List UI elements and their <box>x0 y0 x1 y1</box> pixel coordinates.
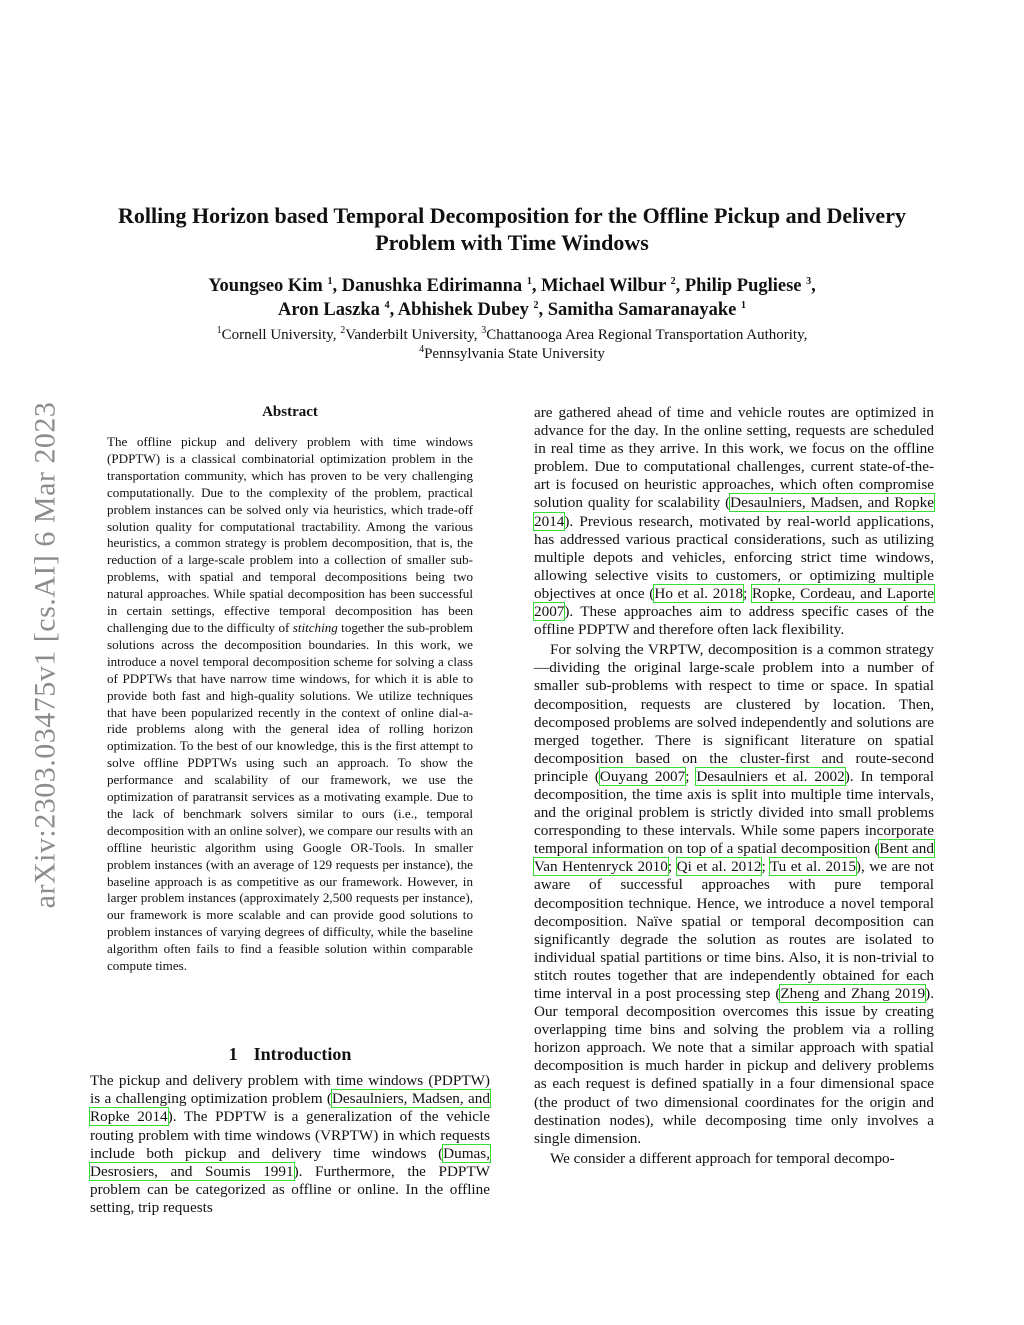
abstract-heading: Abstract <box>262 404 318 420</box>
author-name: Danushka Edirimanna <box>341 276 523 296</box>
affiliation-line-1 <box>100 326 924 345</box>
affiliation-marker: 4 <box>384 299 390 311</box>
affiliation-marker: 3 <box>481 325 487 336</box>
section-number: 1 <box>228 1044 238 1064</box>
citation-link[interactable]: Qi et al. 2012 <box>676 858 762 876</box>
paper-title: Rolling Horizon based Temporal Decomposition for the Offline Pickup and Delivery Problem with Time Windows <box>118 203 906 255</box>
author-name: Aron Laszka <box>277 300 380 320</box>
affiliation-name: Cornell University, <box>221 327 341 343</box>
author-name: Philip Pugliese <box>684 276 802 296</box>
section-title-text: Introduction <box>253 1044 352 1064</box>
citation-link[interactable]: Ho et al. 2018 <box>654 584 744 602</box>
affiliation-marker: 1 <box>327 275 333 287</box>
right-column <box>534 404 934 1168</box>
emphasis-text: stitching <box>292 619 338 635</box>
arxiv-id-text: arXiv:2303.03475v1 [cs.AI] 6 Mar 2023 <box>28 401 61 909</box>
abstract-body: The offline pickup and delivery problem with time windows (PDPTW) is a classical combinatorial optimization problem in the transportation community, which has proven to be very challenging computationally. Due to the complexity of the problem, practical problem instances can be solved only via heuristics, which trade-off solution quality for computational tractability. Among the various heuristics, a common strategy is problem decomposition, that is, the reduction of a large-scale problem into a collection of smaller sub-problems, with spatial and temporal decompositions being two natural approaches. While spatial decomposition has been successful in certain settings, effective temporal decomposition has been challenging due to the difficulty of stitching together the sub-problem solutions across the decomposition boundaries. In this work, we introduce a novel temporal decomposition scheme for solving a class of PDPTWs that have narrow time windows, for which it is able to provide both fast and high-quality solutions. We utilize techniques that have been popularized recently in the context of online dial-a-ride problems along with the general idea of rolling horizon optimization. To the best of our knowledge, this is the first attempt to solve offline PDPTWs using such an approach. To show the performance and scalability of our framework, we use the optimization of paratransit services as a motivating example. Due to the lack of benchmark solvers similar to ours (i.e., temporal decomposition with an online solver), we compare our results with an offline heuristic algorithm using Google OR-Tools. In smaller problem instances (with an average of 129 requests per instance), the baseline approach is as competitive as our framework. However, in larger problem instances (approximately 2,500 requests per instance), our framework is more scalable and can provide good solutions to problem instances of varying degrees of difficulty, while the baseline algorithm often fails to find a feasible solution within comparable compute times. <box>107 434 473 974</box>
citation-link[interactable]: Ropke, Cordeau, and Laporte 2007 <box>534 584 934 621</box>
affiliation-name: Pennsylvania State University <box>424 346 605 362</box>
author-list <box>100 274 924 322</box>
citation-link[interactable]: Zheng and Zhang 2019 <box>780 985 926 1002</box>
author-name: Samitha Samaranayake <box>547 300 737 320</box>
citation-link[interactable]: Dumas, Desrosiers, and Soumis 1991 <box>90 1144 490 1181</box>
affiliation-marker: 4 <box>419 344 425 355</box>
affiliation-marker: 1 <box>741 299 747 311</box>
arxiv-identifier <box>20 370 70 940</box>
author-line-2: Aron Laszka $^4$, Abhishek Dubey $^2$, Samitha Samaranayake $^1$ <box>277 299 747 320</box>
affiliation-marker: 2 <box>533 299 539 311</box>
citation-link[interactable]: Ouyang 2007 <box>599 767 686 785</box>
affiliation-marker: 3 <box>806 275 812 287</box>
affiliation-marker: 2 <box>340 325 346 336</box>
citation-link[interactable]: Tu et al. 2015 <box>769 858 856 876</box>
author-name: Michael Wilbur <box>541 276 666 296</box>
author-line-1: Youngseo Kim $^1$, Danushka Edirimanna $^1$, Michael Wilbur $^2$, Philip Pugliese $^3$, <box>208 275 816 296</box>
citation-link[interactable]: Bent and Van Hentenryck 2010 <box>534 840 934 876</box>
section-heading-introduction <box>90 1044 490 1065</box>
introduction-paragraph-3: We consider a different approach for temporal decompo- <box>550 1149 895 1167</box>
affiliation-name: Chattanooga Area Regional Transportation Authority, <box>486 327 808 343</box>
citation-link[interactable]: Desaulniers, Madsen, and Ropke 2014 <box>534 494 934 530</box>
affiliation-marker: 1 <box>526 275 532 287</box>
introduction-paragraph-1-continued: are gathered ahead of time and vehicle routes are optimized in advance for the day. In the online setting, requests are scheduled in real time as they arrive. In this work, we focus on the offline problem. Due to computational challenges, current state-of-the-art is focused on heuristic approaches, which often compromise solution quality for scalability (Desaulniers, Madsen, and Ropke 2014). Previous research, motivated by real-world applications, has addressed various practical considerations, such as utilizing multiple depots and vehicles, enforcing strict time windows, allowing selective visits to customers, or optimizing multiple objectives at once (Ho et al. 2018; Ropke, Cordeau, and Laporte 2007). These approaches aim to address specific cases of the offline PDPTW and therefore often lack flexibility. <box>534 404 934 639</box>
affiliation-line-2 <box>100 345 924 364</box>
affiliation-name: Vanderbilt University, <box>345 327 482 343</box>
introduction-paragraph-1: The pickup and delivery problem with time windows (PDPTW) is a challenging optimization problem (Desaulniers, Madsen, and Ropke 2014). The PDPTW is a generalization of the vehicle routing problem with time windows (VRPTW) in which requests include both pickup and delivery time windows (Dumas, Desrosiers, and Soumis 1991). Furthermore, the PDPTW problem can be categorized as offline or online. In the offline setting, trip requests <box>90 1072 490 1217</box>
author-name: Abhishek Dubey <box>397 300 529 320</box>
citation-link[interactable]: Desaulniers et al. 2002 <box>696 767 845 785</box>
affiliation-marker: 2 <box>670 275 676 287</box>
affiliation-marker: 1 <box>216 325 222 336</box>
introduction-paragraph-2: For solving the VRPTW, decomposition is a common strategy—dividing the original large-scale problem into a number of smaller sub-problems with respect to time or space. In spatial decomposition, requests are clustered by location. Then, decomposed problems are solved independently and solutions are merged together. There is significant literature on spatial decomposition based on the cluster-first and route-second principle (Ouyang 2007; Desaulniers et al. 2002). In temporal decomposition, the time axis is split into multiple time intervals, and the original problem is strictly divided into small problems corresponding to these intervals. While some papers incorporate temporal information on top of a spatial decomposition (Bent and Van Hentenryck 2010; Qi et al. 2012; Tu et al. 2015), we are not aware of successful approaches with pure temporal decomposition technique. Hence, we introduce a novel temporal decomposition. Naïve spatial or temporal decomposition can significantly degrade the solution as routes are isolated to individual spatial partitions or time bins. Also, it is non-trivial to stitch routes together that are independently obtained for each time interval in a post processing step (Zheng and Zhang 2019). Our temporal decomposition overcomes this issue by creating overlapping time bins and solving the problem via a rolling horizon approach. We note that a similar approach with spatial decomposition is much harder in pickup and delivery problems as each request is defined spatially in a four dimensional space (the product of two dimensional coordinates for the origin and destination nodes), while decomposing time only involves a single dimension. <box>534 641 935 1147</box>
author-name: Youngseo Kim <box>208 276 323 296</box>
affiliations <box>100 326 924 364</box>
citation-link[interactable]: Desaulniers, Madsen, and Ropke 2014 <box>90 1090 490 1126</box>
